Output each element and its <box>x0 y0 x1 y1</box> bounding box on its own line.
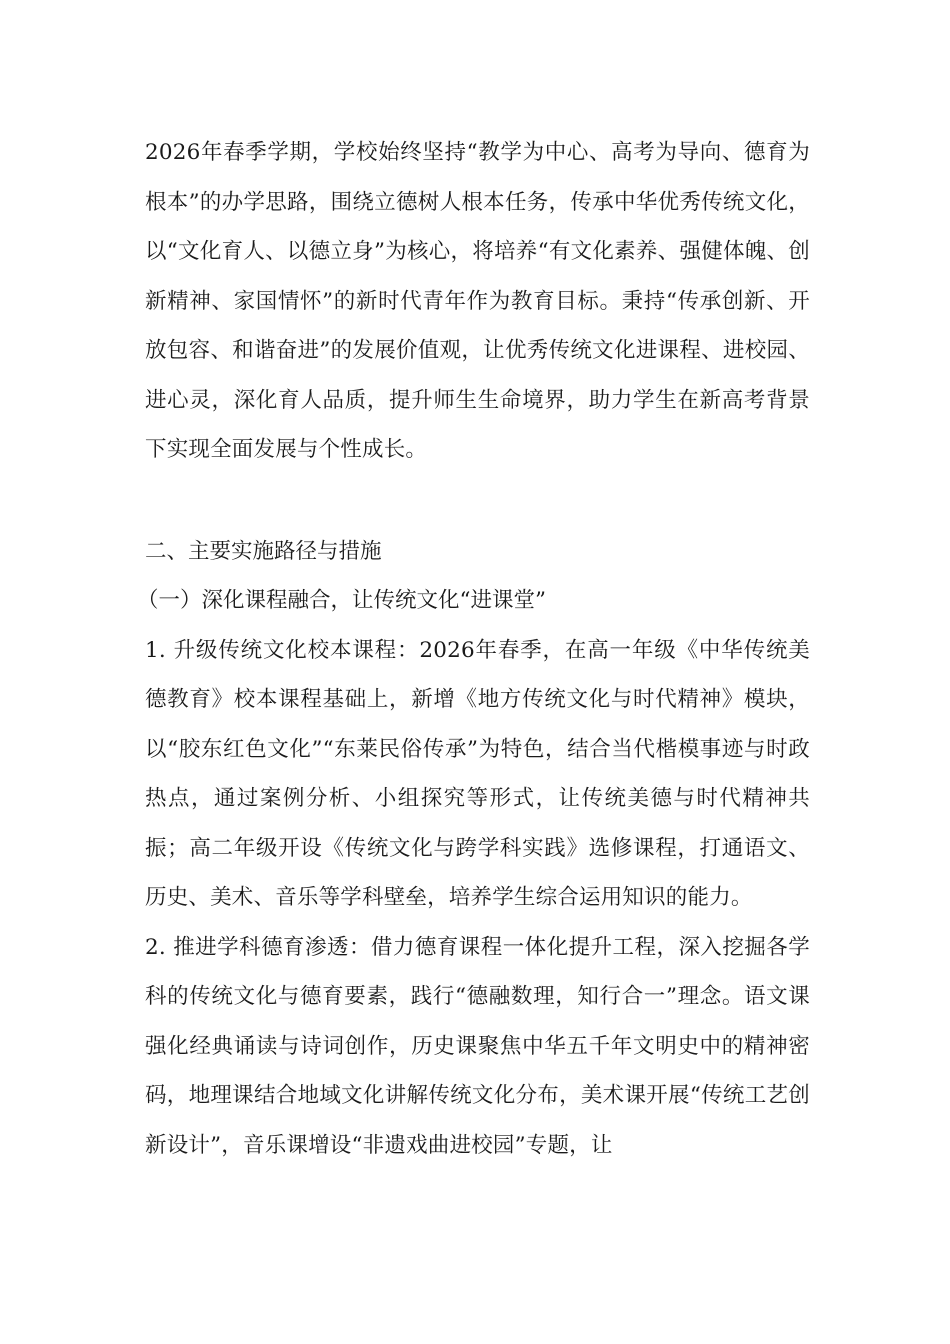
subsection-heading: （一）深化课程融合，让传统文化“进课堂” <box>137 588 546 613</box>
intro-paragraph: 2026年春季学期，学校始终坚持“教学为中心、高考为导向、德育为根本”的办学思路，围绕立德树人根本任务，传承中华优秀传统文化，以“文化育人、以德立身”为核心，将培养“有文化素养、强健体魄、创新精神、家国情怀”的新时代青年作为教育目标。秉持“传承创新、开放包容、和谐奋进”的发展价值观，让优秀传统文化进课程、进校园、进心灵，深化育人品质，提升师生生命境界，助力学生在新高考背景下实现全面发展与个性成长。 <box>145 140 810 462</box>
list-item-2: 2. 推进学科德育渗透：借力德育课程一体化提升工程，深入挖掘各学科的传统文化与德育要素，践行“德融数理，知行合一”理念。语文课强化经典诵读与诗词创作，历史课聚焦中华五千年文明史中的精神密码，地理课结合地域文化讲解传统文化分布，美术课开展“传统工艺创新设计”，音乐课增设“非遗戏曲进校园”专题，让 <box>145 934 810 1158</box>
document-body <box>137 128 810 1170</box>
list-item-1: 1. 升级传统文化校本课程：2026年春季，在高一年级《中华传统美德教育》校本课程基础上，新增《地方传统文化与时代精神》模块，以“胶东红色文化”“东莱民俗传承”为特色，结合当代楷模事迹与时政热点，通过案例分析、小组探究等形式，让传统美德与时代精神共振；高二年级开设《传统文化与跨学科实践》选修课程，打通语文、历史、美术、音乐等学科壁垒，培养学生综合运用知识的能力。 <box>145 637 810 910</box>
section-heading: 二、主要实施路径与措施 <box>145 538 382 564</box>
